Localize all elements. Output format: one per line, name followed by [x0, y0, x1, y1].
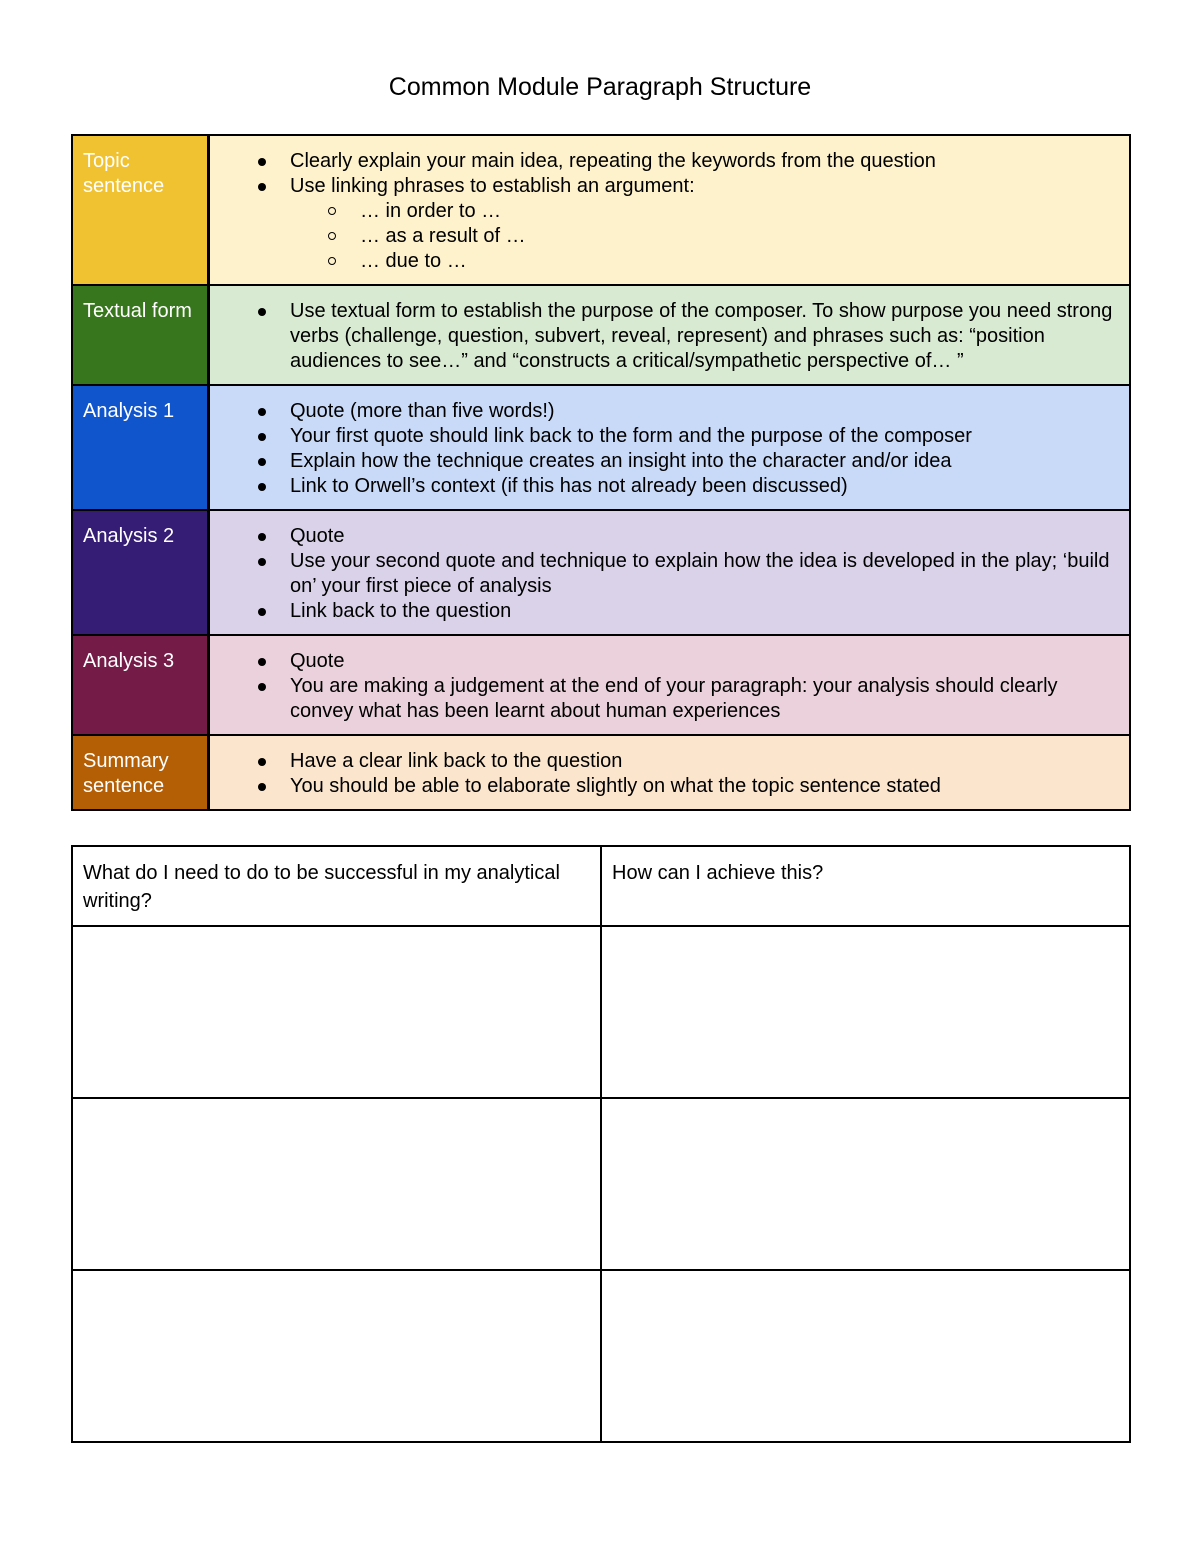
sub-list-item-text: … in order to …	[360, 200, 502, 222]
sub-list-item	[210, 249, 1119, 274]
list-item-text: Your first quote should link back to the form and the purpose of the composer	[290, 425, 972, 447]
worksheet-answer-row	[72, 1098, 1130, 1270]
analysis-3-label: Analysis 3	[83, 650, 175, 672]
summary-sentence-row	[72, 735, 1130, 810]
bullet-icon	[258, 533, 266, 541]
analysis-2-list	[210, 511, 1129, 634]
list-item	[210, 424, 1119, 449]
textual-form-row	[72, 285, 1130, 385]
list-item	[210, 749, 1119, 774]
worksheet-answer-row	[72, 1270, 1130, 1442]
answer-cell[interactable]	[601, 1270, 1130, 1442]
analysis-3-list	[210, 636, 1129, 734]
bullet-icon	[258, 558, 266, 566]
textual-form-label-cell	[72, 285, 209, 385]
list-item-text: Quote	[290, 525, 345, 547]
bullet-icon	[258, 308, 266, 316]
bullet-icon	[258, 608, 266, 616]
answer-cell[interactable]	[72, 926, 601, 1098]
topic-sentence-label-cell	[72, 135, 209, 285]
analysis-1-row	[72, 385, 1130, 510]
answer-cell[interactable]	[72, 1270, 601, 1442]
topic-sentence-row	[72, 135, 1130, 285]
analysis-3-content	[209, 635, 1131, 735]
list-item	[210, 149, 1119, 174]
hollow-bullet-icon	[328, 232, 336, 240]
analysis-1-content	[209, 385, 1131, 510]
bullet-icon	[258, 183, 266, 191]
reflection-worksheet-table	[71, 845, 1131, 1443]
list-item	[210, 649, 1119, 674]
analysis-1-label-cell	[72, 385, 209, 510]
list-item-text: Quote	[290, 650, 345, 672]
list-item-text: Explain how the technique creates an insight into the character and/or idea	[290, 450, 952, 472]
bullet-icon	[258, 433, 266, 441]
hollow-bullet-icon	[328, 257, 336, 265]
list-item	[210, 299, 1119, 374]
textual-form-label: Textual form	[83, 300, 192, 322]
summary-sentence-content	[209, 735, 1131, 810]
topic-sentence-list	[210, 136, 1129, 284]
analysis-2-content	[209, 510, 1131, 635]
sub-list-item	[210, 199, 1119, 224]
summary-sentence-label-cell	[72, 735, 209, 810]
list-item-text: Clearly explain your main idea, repeating the keywords from the question	[290, 150, 936, 172]
bullet-icon	[258, 483, 266, 491]
list-item-text: Use linking phrases to establish an argument:	[290, 175, 695, 197]
list-item-text: You should be able to elaborate slightly on what the topic sentence stated	[290, 775, 941, 797]
answer-cell[interactable]	[601, 1098, 1130, 1270]
list-item-text: Quote (more than five words!)	[290, 400, 555, 422]
sub-list-item-text: … as a result of …	[360, 225, 526, 247]
worksheet-answer-row	[72, 926, 1130, 1098]
answer-cell[interactable]	[72, 1098, 601, 1270]
page-title: Common Module Paragraph Structure	[388, 73, 812, 101]
analysis-1-list	[210, 386, 1129, 509]
analysis-3-row	[72, 635, 1130, 735]
sub-list-item	[210, 224, 1119, 249]
bullet-icon	[258, 758, 266, 766]
textual-form-list	[210, 286, 1129, 384]
list-item	[210, 599, 1119, 624]
bullet-icon	[258, 458, 266, 466]
analysis-3-label-cell	[72, 635, 209, 735]
list-item-text: Use textual form to establish the purpose of the composer. To show purpose you need strong verbs (challenge, question, subvert, reveal, represent) and phrases such as: “position audiences to see…” and “constructs a critical/sympathetic perspective of… ”	[290, 300, 1113, 372]
topic-sentence-label: Topic sentence	[83, 150, 165, 197]
list-item-text: Have a clear link back to the question	[290, 750, 623, 772]
bullet-icon	[258, 683, 266, 691]
sub-list-item-text: … due to …	[360, 250, 467, 272]
list-item	[210, 774, 1119, 799]
hollow-bullet-icon	[328, 207, 336, 215]
worksheet-header-row	[72, 846, 1130, 926]
paragraph-structure-table	[71, 134, 1131, 811]
bullet-icon	[258, 658, 266, 666]
col-header-achieve: How can I achieve this?	[601, 846, 1130, 926]
topic-sentence-content	[209, 135, 1131, 285]
analysis-2-label: Analysis 2	[83, 525, 175, 547]
answer-cell[interactable]	[601, 926, 1130, 1098]
textual-form-content	[209, 285, 1131, 385]
list-item-text: Link back to the question	[290, 600, 512, 622]
list-item	[210, 674, 1119, 724]
list-item	[210, 449, 1119, 474]
bullet-icon	[258, 158, 266, 166]
bullet-icon	[258, 783, 266, 791]
analysis-2-label-cell	[72, 510, 209, 635]
list-item	[210, 474, 1119, 499]
list-item-text: Use your second quote and technique to explain how the idea is developed in the play; ‘build on’ your first piece of analysis	[290, 550, 1110, 597]
list-item	[210, 399, 1119, 424]
bullet-icon	[258, 408, 266, 416]
list-item	[210, 524, 1119, 549]
summary-sentence-label: Summary sentence	[83, 750, 169, 797]
list-item-text: You are making a judgement at the end of your paragraph: your analysis should clearly convey what has been learnt about human experiences	[290, 675, 1058, 722]
list-item-text: Link to Orwell’s context (if this has not already been discussed)	[290, 475, 848, 497]
analysis-1-label: Analysis 1	[83, 400, 175, 422]
summary-sentence-list	[210, 736, 1129, 809]
analysis-2-row	[72, 510, 1130, 635]
list-item	[210, 174, 1119, 199]
col-header-success: What do I need to do to be successful in my analytical writing?	[72, 846, 601, 926]
list-item	[210, 549, 1119, 599]
